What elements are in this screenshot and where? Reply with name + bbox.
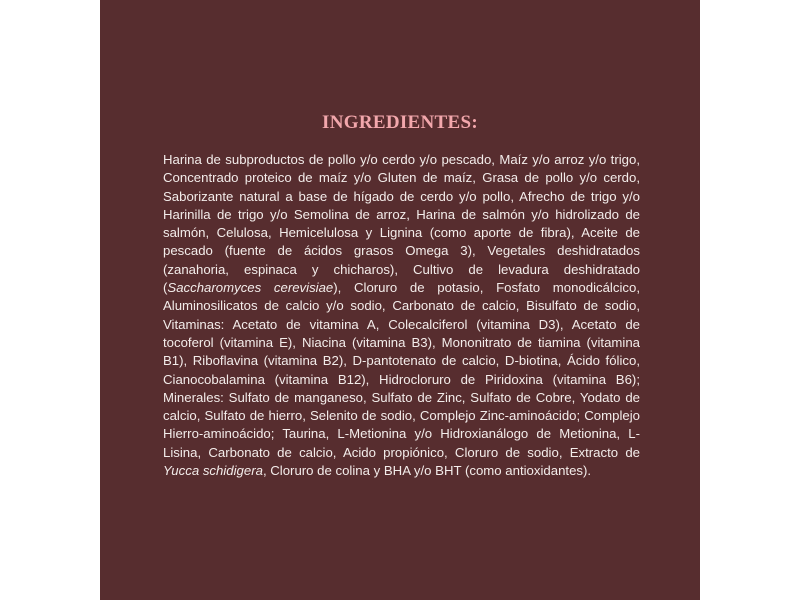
ingredients-species-yucca: Yucca schidigera — [163, 463, 263, 479]
ingredients-text-part-1: Harina de subproductos de pollo y/o cerdo y/o pescado, Maíz y/o arroz y/o trigo, Concentrado proteico de maíz y/o Gluten de maíz, Grasa de pollo y/o cerdo, Saborizante natural a base de hígado de cerdo y/o pollo, Afrecho de trigo y/o Harinilla de trigo y/o Semolina de arroz, Harina de salmón y/o hidrolizado de salmón, Celulosa, Hemicelulosa y Lignina (como aporte de fibra), Aceite de pescado (fuente de ácidos grasos Omega 3), Vegetales deshidratados (zanahoria, espinaca y chicharos), Cultivo de levadura deshidratado ( — [163, 152, 640, 296]
ingredients-species-saccharomyces: Saccharomyces cerevisiae — [167, 280, 334, 296]
ingredients-panel — [100, 0, 700, 600]
ingredients-text-part-2: ), Cloruro de potasio, Fosfato monodicálcico, Aluminosilicatos de calcio y/o sodio, Carbonato de calcio, Bisulfato de sodio, Vitaminas: Acetato de vitamina A, Colecalciferol (vitamina D3), Acetato de tocoferol (vitamina E), Niacina (vitamina B3), Mononitrato de tiamina (vitamina B1), Riboflavina (vitamina B2), D-pantotenato de calcio, D-biotina, Ácido fólico, Cianocobalamina (vitamina B12), Hidrocloruro de Piridoxina (vitamina B6); Minerales: Sulfato de manganeso, Sulfato de Zinc, Sulfato de Cobre, Yodato de calcio, Sulfato de hierro, Selenito de sodio, Complejo Zinc-aminoácido; Complejo Hierro-aminoácido; Taurina, L-Metionina y/o Hidroxianálogo de Metionina, L-Lisina, Carbonato de calcio, Acido propiónico, Cloruro de sodio, Extracto de — [163, 280, 640, 460]
ingredients-text-part-3: , Cloruro de colina y BHA y/o BHT (como antioxidantes). — [262, 463, 592, 479]
ingredients-text — [163, 151, 640, 480]
ingredients-title: INGREDIENTES: — [322, 112, 478, 133]
